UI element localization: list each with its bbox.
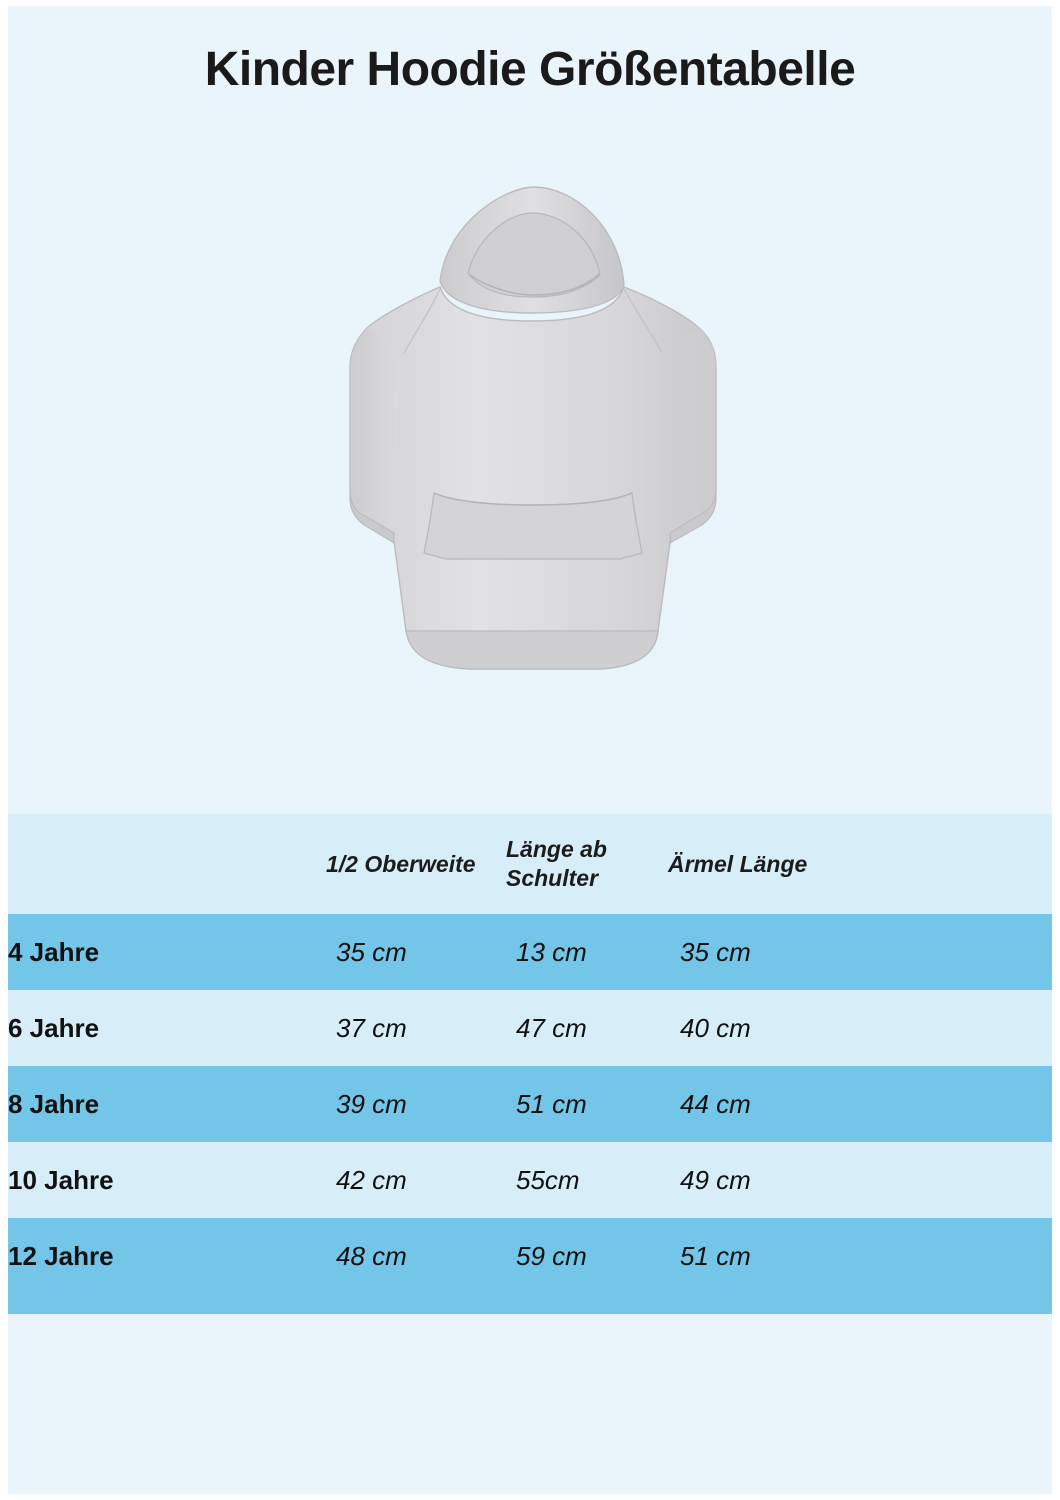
table-row bbox=[8, 1066, 1052, 1142]
row-size-label: 12 Jahre bbox=[8, 1240, 114, 1271]
size-table bbox=[8, 814, 1052, 1294]
row-size-label: 6 Jahre bbox=[8, 1012, 100, 1043]
hoodie-icon bbox=[320, 161, 740, 681]
table-header-length: Länge ab Schulter bbox=[506, 836, 607, 891]
hoodie-illustration bbox=[8, 161, 1052, 701]
table-row bbox=[8, 1218, 1052, 1294]
row-chest-value: 37 cm bbox=[336, 1012, 407, 1043]
table-header-row bbox=[8, 814, 1052, 914]
row-length-value: 59 cm bbox=[516, 1240, 587, 1271]
table-row bbox=[8, 1142, 1052, 1218]
row-chest-value: 39 cm bbox=[336, 1088, 407, 1119]
table-header-chest: 1/2 Oberweite bbox=[326, 850, 476, 877]
row-chest-value: 35 cm bbox=[336, 936, 407, 967]
row-size-label: 4 Jahre bbox=[8, 936, 100, 967]
row-sleeve-value: 40 cm bbox=[680, 1012, 751, 1043]
row-sleeve-value: 51 cm bbox=[680, 1240, 751, 1271]
row-length-value: 55cm bbox=[516, 1164, 580, 1195]
page-title: Kinder Hoodie Größentabelle bbox=[204, 43, 856, 96]
row-chest-value: 48 cm bbox=[336, 1240, 407, 1271]
table-header-size bbox=[8, 814, 308, 914]
table-header-sleeve: Ärmel Länge bbox=[668, 850, 808, 877]
row-length-value: 47 cm bbox=[516, 1012, 587, 1043]
row-sleeve-value: 44 cm bbox=[680, 1088, 751, 1119]
table-row bbox=[8, 914, 1052, 990]
row-sleeve-value: 35 cm bbox=[680, 936, 751, 967]
row-length-value: 51 cm bbox=[516, 1088, 587, 1119]
row-size-label: 10 Jahre bbox=[8, 1164, 114, 1195]
footer-accent-band bbox=[8, 1294, 1052, 1314]
table-row bbox=[8, 990, 1052, 1066]
row-sleeve-value: 49 cm bbox=[680, 1164, 751, 1195]
row-size-label: 8 Jahre bbox=[8, 1088, 100, 1119]
row-length-value: 13 cm bbox=[516, 936, 587, 967]
row-chest-value: 42 cm bbox=[336, 1164, 407, 1195]
